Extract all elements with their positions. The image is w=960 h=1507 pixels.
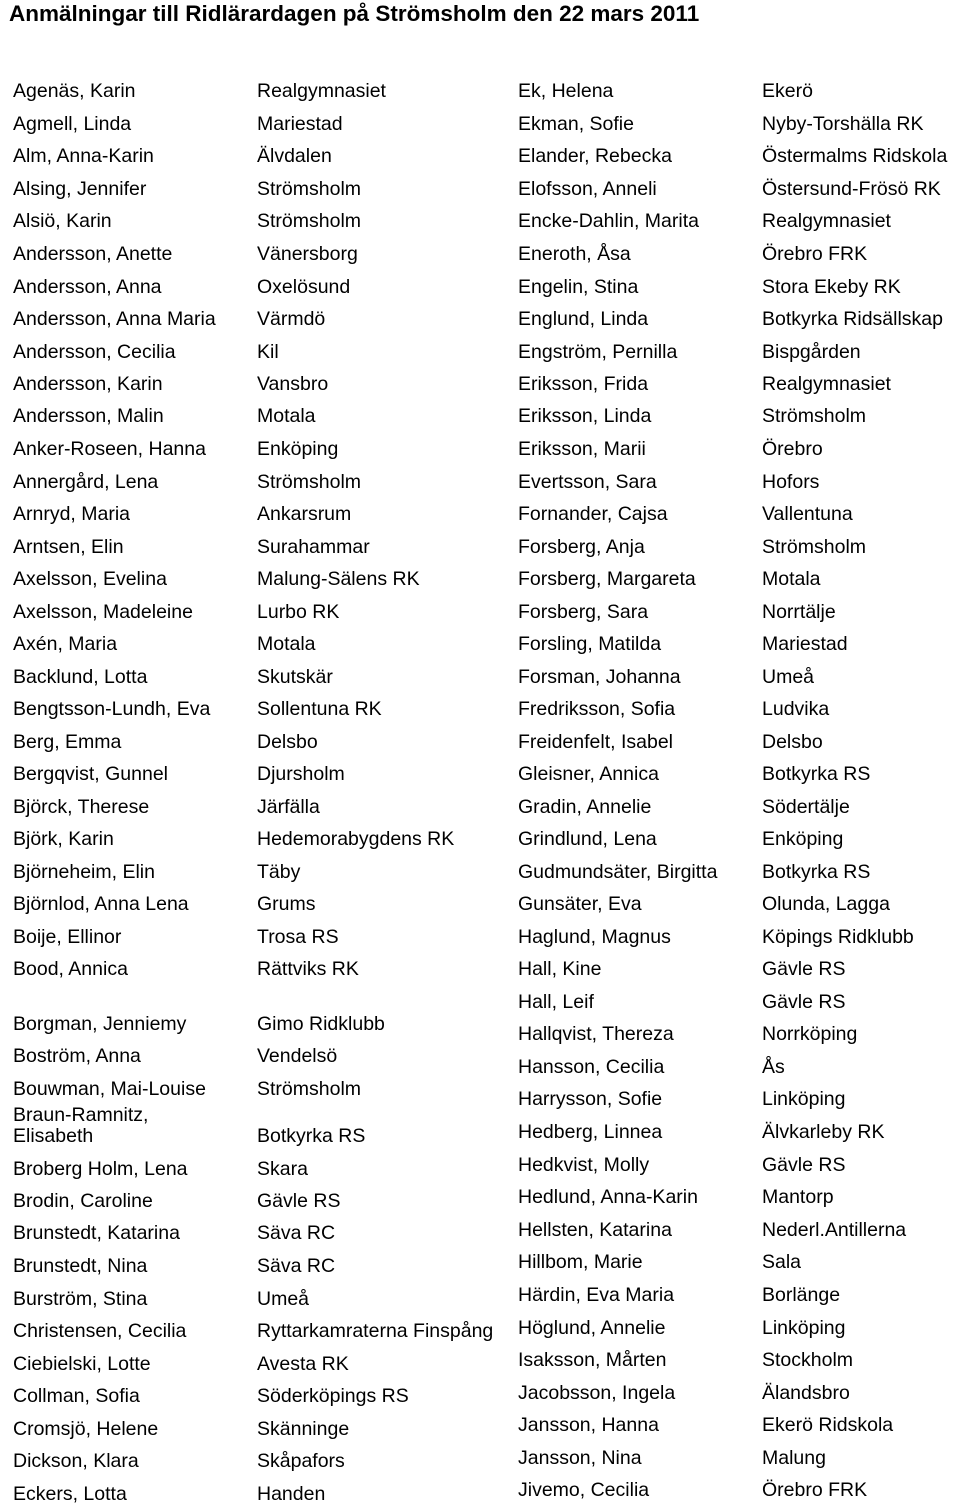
participant-name: Boije, Ellinor: [13, 926, 122, 948]
participant-location: Botkyrka RS: [762, 861, 871, 883]
participant-location: Örebro FRK: [762, 243, 868, 265]
participant-name: Brunstedt, Katarina: [13, 1222, 180, 1244]
participant-name: Encke-Dahlin, Marita: [518, 210, 699, 232]
participant-name: Ciebielski, Lotte: [13, 1353, 151, 1375]
participant-name: Jacobsson, Ingela: [518, 1382, 676, 1404]
participant-name: Alsiö, Karin: [13, 210, 112, 232]
participant-location: Järfälla: [257, 796, 320, 818]
participant-name: Fornander, Cajsa: [518, 503, 668, 525]
participant-name: Anker-Roseen, Hanna: [13, 438, 206, 460]
participant-location: Skara: [257, 1158, 308, 1180]
participant-name: Cromsjö, Helene: [13, 1418, 159, 1440]
participant-name: Dickson, Klara: [13, 1450, 139, 1472]
participant-name: Elofsson, Anneli: [518, 178, 657, 200]
participant-location: Enköping: [257, 438, 339, 460]
participant-location: Realgymnasiet: [762, 373, 891, 395]
participant-location: Olunda, Lagga: [762, 893, 890, 915]
participant-location: Älvkarleby RK: [762, 1121, 885, 1143]
participant-name: Broberg Holm, Lena: [13, 1158, 188, 1180]
participant-location: Delsbo: [762, 731, 823, 753]
participant-name: Andersson, Karin: [13, 373, 163, 395]
participant-location: Ludvika: [762, 698, 830, 720]
participant-name: Hall, Leif: [518, 991, 594, 1013]
participant-location: Bispgården: [762, 341, 861, 363]
participant-location: Stockholm: [762, 1349, 854, 1371]
participant-location: Vendelsö: [257, 1045, 338, 1067]
participant-name: Jivemo, Cecilia: [518, 1479, 650, 1501]
participant-location: Östersund-Frösö RK: [762, 178, 941, 200]
participant-name: Alsing, Jennifer: [13, 178, 147, 200]
participant-location: Ryttarkamraterna Finspång: [257, 1320, 494, 1342]
participant-name: Björneheim, Elin: [13, 861, 155, 883]
participant-name: Eriksson, Frida: [518, 373, 649, 395]
participant-name: Engström, Pernilla: [518, 341, 678, 363]
participant-name: Jansson, Hanna: [518, 1414, 659, 1436]
page-title: Anmälningar till Ridlärardagen på Strömsholm den 22 mars 2011: [9, 1, 700, 26]
participant-name: Eriksson, Linda: [518, 405, 652, 427]
participant-location: Delsbo: [257, 731, 318, 753]
participant-name: Bengtsson-Lundh, Eva: [13, 698, 211, 720]
participant-location: Östermalms Ridskola: [762, 145, 948, 167]
participant-name: Gleisner, Annica: [518, 763, 659, 785]
participant-location: Kil: [257, 341, 279, 363]
participant-location: Älandsbro: [762, 1382, 850, 1404]
participant-location: Örebro: [762, 438, 823, 460]
participant-location: Ås: [762, 1056, 785, 1078]
participant-location: Mariestad: [762, 633, 848, 655]
participant-name: Evertsson, Sara: [518, 471, 657, 493]
participant-location: Södertälje: [762, 796, 850, 818]
participant-name: Forsman, Johanna: [518, 666, 681, 688]
participant-location: Gävle RS: [762, 991, 846, 1013]
participant-name: Axelsson, Evelina: [13, 568, 167, 590]
participant-name: Hedberg, Linnea: [518, 1121, 663, 1143]
participant-name: Agenäs, Karin: [13, 80, 136, 102]
participant-name: Björk, Karin: [13, 828, 114, 850]
participant-name: Jansson, Nina: [518, 1447, 642, 1469]
participant-name: Burström, Stina: [13, 1288, 148, 1310]
participant-name: Forsberg, Sara: [518, 601, 649, 623]
participant-location: Söderköpings RS: [257, 1385, 409, 1407]
participant-name: Haglund, Magnus: [518, 926, 671, 948]
participant-location: Hofors: [762, 471, 820, 493]
participant-name: Hall, Kine: [518, 958, 602, 980]
participant-location: Strömsholm: [257, 210, 362, 232]
participant-location: Borlänge: [762, 1284, 841, 1306]
participant-name: Björnlod, Anna Lena: [13, 893, 189, 915]
participant-location: Vallentuna: [762, 503, 853, 525]
participant-name: Grindlund, Lena: [518, 828, 657, 850]
participant-name: Alm, Anna-Karin: [13, 145, 154, 167]
participant-location: Linköping: [762, 1317, 846, 1339]
participant-name: Axelsson, Madeleine: [13, 601, 193, 623]
participant-name: Ekman, Sofie: [518, 113, 634, 135]
participant-location: Botkyrka RS: [762, 763, 871, 785]
participant-location: Strömsholm: [762, 405, 867, 427]
participant-name: Hellsten, Katarina: [518, 1219, 672, 1241]
participant-name: Backlund, Lotta: [13, 666, 148, 688]
participant-location: Skåpafors: [257, 1450, 345, 1472]
participant-name: Andersson, Malin: [13, 405, 164, 427]
participant-location: Djursholm: [257, 763, 345, 785]
participant-location: Motala: [257, 405, 316, 427]
participant-location: Realgymnasiet: [257, 80, 386, 102]
participant-name: Braun-Ramnitz,: [13, 1104, 149, 1126]
participant-location: Örebro FRK: [762, 1479, 868, 1501]
participant-location: Norrtälje: [762, 601, 836, 623]
participant-location: Gävle RS: [762, 958, 846, 980]
participant-name: Hedkvist, Molly: [518, 1154, 650, 1176]
participant-name: Bouwman, Mai-Louise: [13, 1078, 206, 1100]
participant-name: Freidenfelt, Isabel: [518, 731, 674, 753]
participant-name: Eriksson, Marii: [518, 438, 646, 460]
participant-name: Brunstedt, Nina: [13, 1255, 148, 1277]
participant-name: Andersson, Cecilia: [13, 341, 176, 363]
participant-location: Gävle RS: [762, 1154, 846, 1176]
participant-location: Strömsholm: [762, 536, 867, 558]
participant-name: Härdin, Eva Maria: [518, 1284, 675, 1306]
participant-location: Motala: [257, 633, 316, 655]
participant-name: Englund, Linda: [518, 308, 649, 330]
participant-location: Vansbro: [257, 373, 329, 395]
participant-location: Enköping: [762, 828, 844, 850]
participant-name: Andersson, Anna Maria: [13, 308, 216, 330]
participant-location: Handen: [257, 1483, 326, 1505]
participant-location: Ekerö: [762, 80, 813, 102]
participant-name: Collman, Sofia: [13, 1385, 140, 1407]
participant-name: Brodin, Caroline: [13, 1190, 153, 1212]
participant-name: Isaksson, Mårten: [518, 1349, 667, 1371]
participant-location: Botkyrka Ridsällskap: [762, 308, 943, 330]
participant-location: Nyby-Torshälla RK: [762, 113, 924, 135]
participant-name: Gradin, Annelie: [518, 796, 652, 818]
participant-name: Arntsen, Elin: [13, 536, 124, 558]
participant-name: Bood, Annica: [13, 958, 128, 980]
participant-location: Köpings Ridklubb: [762, 926, 914, 948]
participant-location: Sala: [762, 1251, 802, 1273]
participant-name: Björck, Therese: [13, 796, 150, 818]
participant-name: Boström, Anna: [13, 1045, 141, 1067]
participant-name: Hedlund, Anna-Karin: [518, 1186, 698, 1208]
participant-location: Skänninge: [257, 1418, 350, 1440]
participant-location: Älvdalen: [257, 145, 332, 167]
participant-name: Ek, Helena: [518, 80, 614, 102]
participant-name: Christensen, Cecilia: [13, 1320, 187, 1342]
participant-location: Ankarsrum: [257, 503, 352, 525]
participant-location: Nederl.Antillerna: [762, 1219, 907, 1241]
participant-location: Motala: [762, 568, 821, 590]
participant-location: Malung-Sälens RK: [257, 568, 420, 590]
participant-name: Bergqvist, Gunnel: [13, 763, 169, 785]
participant-location: Trosa RS: [257, 926, 339, 948]
participant-location: Mariestad: [257, 113, 343, 135]
participant-location: Avesta RK: [257, 1353, 349, 1375]
participant-location: Värmdö: [257, 308, 326, 330]
participant-location: Täby: [257, 861, 301, 883]
participant-name: Borgman, Jenniemy: [13, 1013, 187, 1035]
participant-name: Gunsäter, Eva: [518, 893, 642, 915]
participant-name: Eckers, Lotta: [13, 1483, 127, 1505]
participant-location: Umeå: [762, 666, 815, 688]
participant-location: Vänersborg: [257, 243, 358, 265]
participant-location: Gimo Ridklubb: [257, 1013, 385, 1035]
participant-name: Hillbom, Marie: [518, 1251, 643, 1273]
participant-name: Annergård, Lena: [13, 471, 159, 493]
participant-location: Surahammar: [257, 536, 370, 558]
participant-location: Stora Ekeby RK: [762, 276, 901, 298]
participant-location: Skutskär: [257, 666, 333, 688]
participant-name: Axén, Maria: [13, 633, 118, 655]
participant-location: Malung: [762, 1447, 826, 1469]
participant-name: Höglund, Annelie: [518, 1317, 666, 1339]
participant-name: Hallqvist, Thereza: [518, 1023, 674, 1045]
participant-location: Oxelösund: [257, 276, 351, 298]
participant-location: Grums: [257, 893, 316, 915]
participant-location: Umeå: [257, 1288, 310, 1310]
participant-name: Engelin, Stina: [518, 276, 639, 298]
participant-location: Rättviks RK: [257, 958, 359, 980]
participant-location: Säva RC: [257, 1222, 336, 1244]
participant-name: Arnryd, Maria: [13, 503, 131, 525]
participant-name: Hansson, Cecilia: [518, 1056, 665, 1078]
participant-name: Forsberg, Anja: [518, 536, 645, 558]
participant-location: Strömsholm: [257, 178, 362, 200]
participant-name: Berg, Emma: [13, 731, 122, 753]
participant-location: Gävle RS: [257, 1190, 341, 1212]
participant-location: Mantorp: [762, 1186, 834, 1208]
participant-name: Forsling, Matilda: [518, 633, 662, 655]
participant-location: Realgymnasiet: [762, 210, 891, 232]
participant-location: Strömsholm: [257, 471, 362, 493]
participant-name: Elisabeth: [13, 1125, 94, 1147]
participant-location: Strömsholm: [257, 1078, 362, 1100]
participant-name: Forsberg, Margareta: [518, 568, 696, 590]
participant-name: Gudmundsäter, Birgitta: [518, 861, 718, 883]
participant-location: Säva RC: [257, 1255, 336, 1277]
participant-location: Lurbo RK: [257, 601, 340, 623]
participant-name: Andersson, Anna: [13, 276, 162, 298]
participant-location: Linköping: [762, 1088, 846, 1110]
participant-name: Elander, Rebecka: [518, 145, 672, 167]
participant-location: Ekerö Ridskola: [762, 1414, 894, 1436]
participant-location: Sollentuna RK: [257, 698, 382, 720]
participant-location: Norrköping: [762, 1023, 858, 1045]
participant-name: Fredriksson, Sofia: [518, 698, 676, 720]
participant-name: Andersson, Anette: [13, 243, 173, 265]
participant-name: Harrysson, Sofie: [518, 1088, 663, 1110]
participant-location: Hedemorabygdens RK: [257, 828, 455, 850]
participant-location: Botkyrka RS: [257, 1125, 366, 1147]
participant-name: Agmell, Linda: [13, 113, 132, 135]
participant-name: Eneroth, Åsa: [518, 243, 631, 265]
